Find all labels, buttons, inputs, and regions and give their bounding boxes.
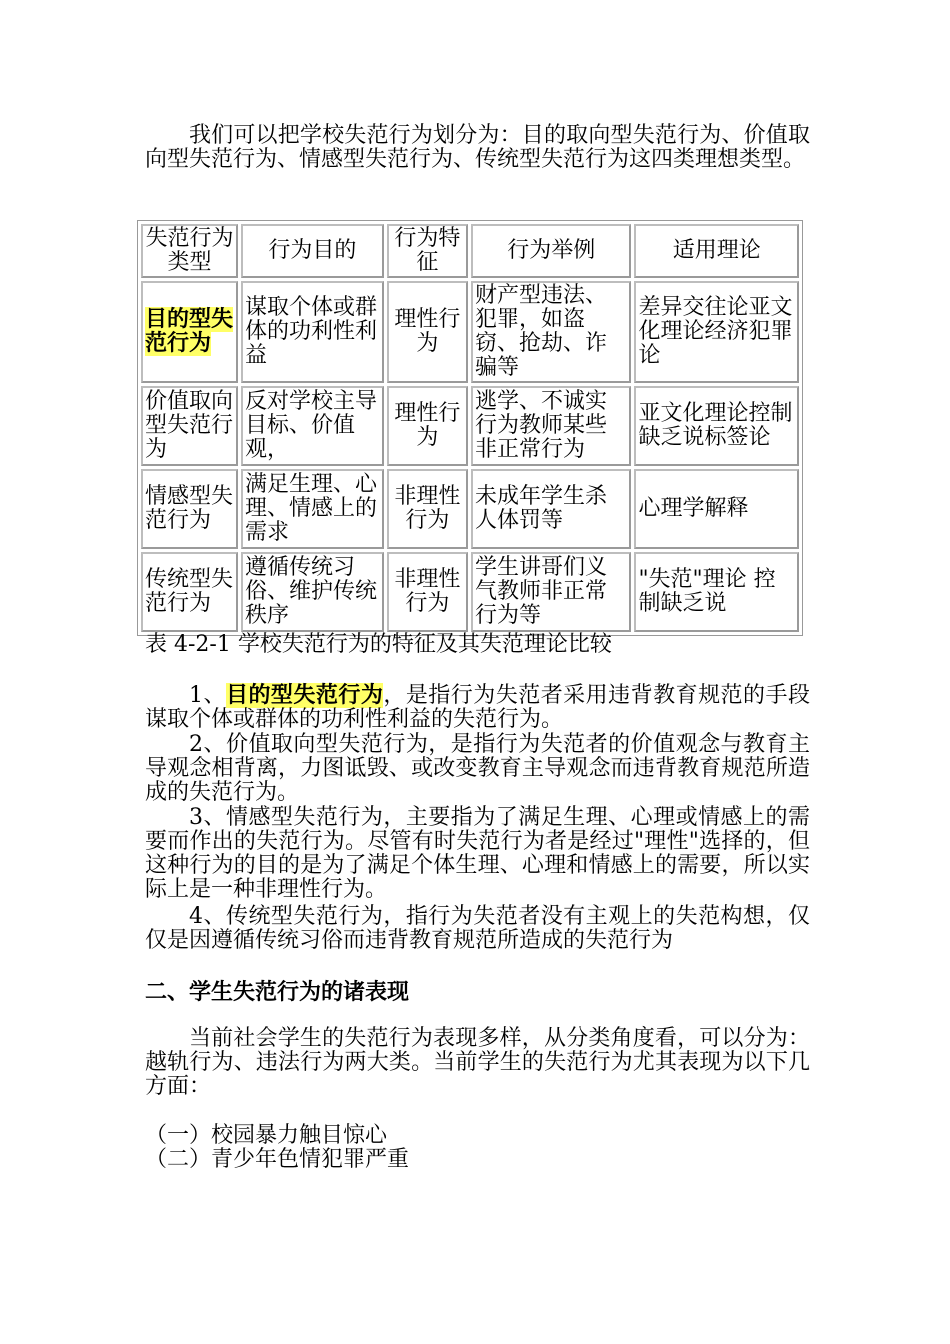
table-cell: 学生讲哥们义气教师非正常行为等 bbox=[471, 552, 631, 632]
definition-4: 4、传统型失范行为，指行为失范者没有主观上的失范构想，仅仅是因遵循传统习俗而违背教育规范所造成的失范行为 bbox=[145, 904, 810, 953]
table-row bbox=[141, 386, 799, 466]
table-cell: 逃学、不诚实行为教师某些非正常行为 bbox=[471, 386, 631, 466]
highlighted-term: 目的型失范行为 bbox=[145, 307, 234, 356]
highlighted-term: 目的型失范行为 bbox=[225, 683, 384, 708]
table-cell: 满足生理、心理、情感上的需求 bbox=[241, 469, 384, 549]
header-cell: 行为目的 bbox=[241, 224, 384, 278]
table-cell: 未成年学生杀人体罚等 bbox=[471, 469, 631, 549]
header-cell: 行为举例 bbox=[471, 224, 631, 278]
list-item: （二）青少年色情犯罪严重 bbox=[145, 1147, 410, 1172]
body-paragraph: 当前社会学生的失范行为表现多样，从分类角度看，可以分为：越轨行为、违法行为两大类。当前学生的失范行为尤其表现为以下几方面： bbox=[145, 1026, 810, 1099]
table-cell: 理性行为 bbox=[387, 386, 468, 466]
table-cell: 反对学校主导目标、价值观， bbox=[241, 386, 384, 466]
table-cell: 非理性行为 bbox=[387, 469, 468, 549]
table-cell: 价值取向型失范行为 bbox=[141, 386, 238, 466]
table-header-row bbox=[141, 224, 799, 278]
table-cell bbox=[141, 281, 238, 383]
table-cell: 谋取个体或群体的功利性利益 bbox=[241, 281, 384, 383]
table-cell: 传统型失范行为 bbox=[141, 552, 238, 632]
definition-3: 3、情感型失范行为，主要指为了满足生理、心理或情感上的需要而作出的失范行为。尽管有时失范行为者是经过"理性"选择的，但这种行为的目的是为了满足个体生理、心理和情感上的需要，所以实际上是一种非理性行为。 bbox=[145, 805, 810, 902]
definition-text: ，是指行为失范者采用违背教育规范的手段谋取个体或群体的功利性利益的失范行为。 bbox=[145, 683, 810, 732]
table-cell: "失范"理论 控制缺乏说 bbox=[634, 552, 799, 632]
header-cell: 失范行为类型 bbox=[141, 224, 238, 278]
table-row bbox=[141, 469, 799, 549]
header-cell: 适用理论 bbox=[634, 224, 799, 278]
comparison-table bbox=[137, 220, 803, 636]
definition-number: 1、 bbox=[189, 683, 226, 708]
header-cell: 行为特征 bbox=[387, 224, 468, 278]
section-heading: 二、学生失范行为的诸表现 bbox=[145, 980, 410, 1005]
table-caption: 表 4-2-1 学校失范行为的特征及其失范理论比较 bbox=[145, 632, 612, 657]
table-cell: 理性行为 bbox=[387, 281, 468, 383]
definition-2: 2、价值取向型失范行为，是指行为失范者的价值观念与教育主导观念相背离，力图诋毁、或改变教育主导观念而违背教育规范所造成的失范行为。 bbox=[145, 732, 810, 805]
table-row bbox=[141, 281, 799, 383]
table-row bbox=[141, 552, 799, 632]
table-cell: 非理性行为 bbox=[387, 552, 468, 632]
table-cell: 差异交往论亚文化理论经济犯罪论 bbox=[634, 281, 799, 383]
list-item: （一）校园暴力触目惊心 bbox=[145, 1123, 388, 1148]
table-cell: 心理学解释 bbox=[634, 469, 799, 549]
table-cell: 遵循传统习俗、维护传统秩序 bbox=[241, 552, 384, 632]
intro-paragraph: 我们可以把学校失范行为划分为：目的取向型失范行为、价值取向型失范行为、情感型失范行为、传统型失范行为这四类理想类型。 bbox=[145, 123, 810, 172]
definition-1 bbox=[145, 684, 810, 732]
table-cell: 情感型失范行为 bbox=[141, 469, 238, 549]
table-cell: 财产型违法、犯罪，如盗窃、抢劫、诈骗等 bbox=[471, 281, 631, 383]
table-cell: 亚文化理论控制缺乏说标签论 bbox=[634, 386, 799, 466]
